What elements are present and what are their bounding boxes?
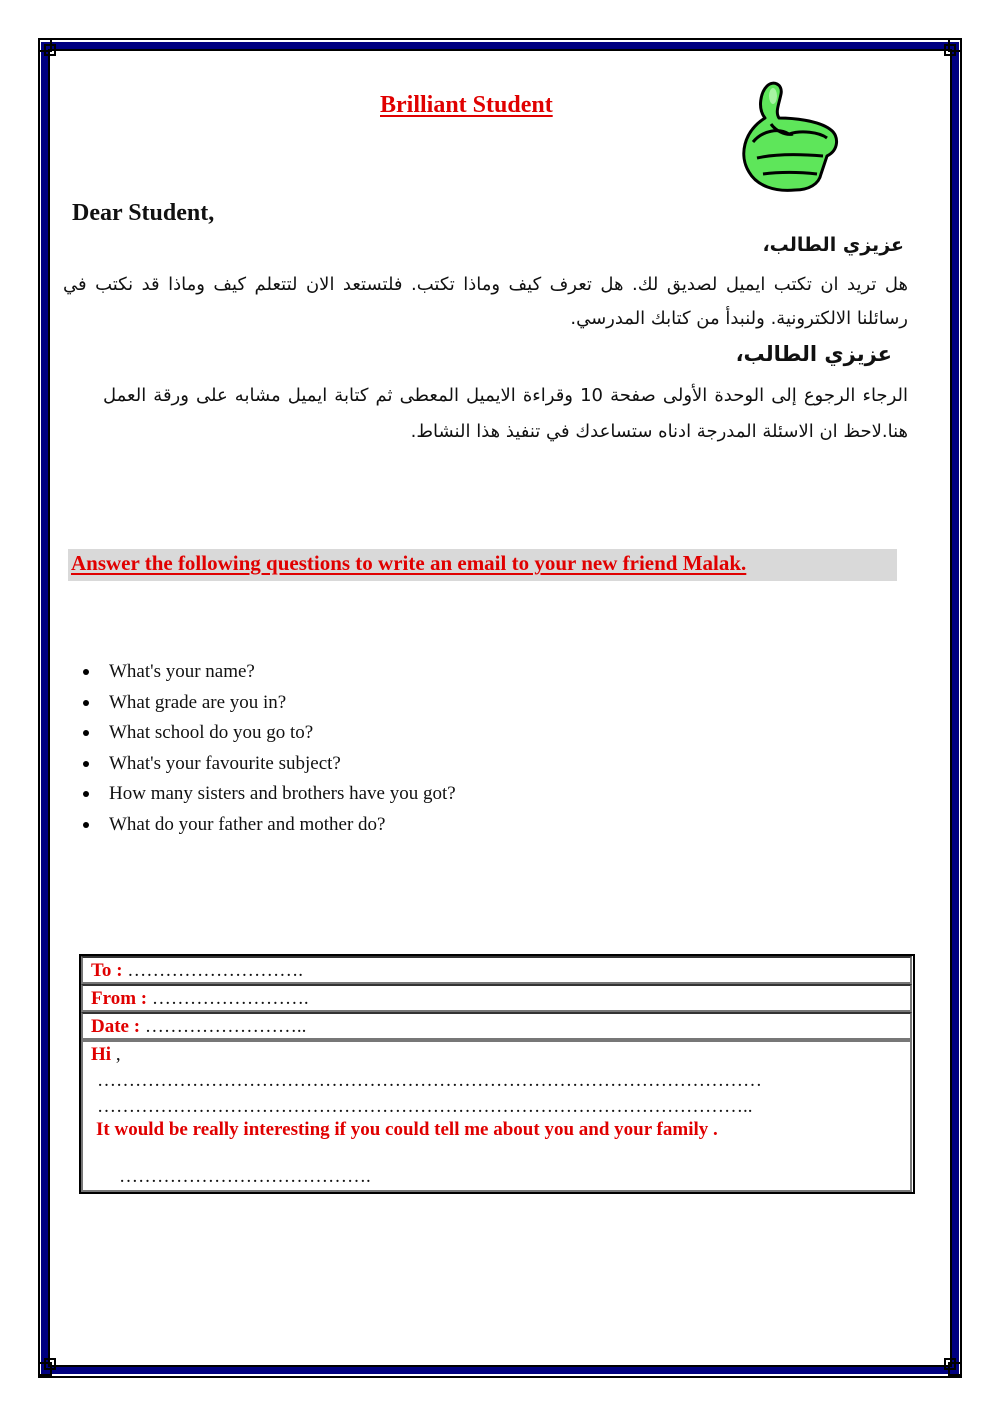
email-to-row[interactable]: To : ………………………. [81,956,912,984]
bullet-icon [83,700,89,706]
body-line-2[interactable]: ………………………………………………………………………………………….. [97,1096,753,1117]
bullet-icon [83,730,89,736]
instruction-text: Answer the following questions to write an email to your new friend Malak. [71,551,747,575]
corner-ornament-top-left-inner [44,44,56,56]
to-field[interactable]: ………………………. [127,960,304,981]
email-salutation [91,1044,121,1066]
arabic-greeting-1: عزيزي الطالب، [762,234,904,256]
question-item [80,749,456,780]
question-item [80,688,456,719]
arabic-paragraph-2: الرجاء الرجوع إلى الوحدة الأولى صفحة 10 وقراءة الايميل المعطى ثم كتابة ايميل مشابه على ورقة العمل هنا.لاحظ ان الاسئلة المدرجة ادناه ستساعدك في تنفيذ هذا النشاط. [103,385,908,442]
question-text: What school do you go to? [109,722,314,744]
greeting-heading: Dear Student, [72,200,215,226]
question-item [80,718,456,749]
bullet-icon [83,669,89,675]
from-field[interactable]: ……………………. [151,988,309,1009]
date-label: Date [91,1016,129,1037]
from-label: From [91,988,137,1009]
corner-ornament-bottom-right-inner [944,1358,956,1370]
corner-ornament-top-right-inner [944,44,956,56]
thumbs-up-icon [735,78,845,198]
arabic-greeting-2: عزيزي الطالب، [735,342,892,366]
question-item [80,657,456,688]
email-body[interactable] [81,1040,912,1192]
email-form [81,956,912,1192]
question-item [80,779,456,810]
question-text: What grade are you in? [109,691,287,713]
worksheet-title: Brilliant Student [380,92,553,118]
question-text: What's your name? [109,661,255,683]
arabic-paragraph-1: هل تريد ان تكتب ايميل لصديق لك. هل تعرف كيف وماذا تكتب. فلتستعد الان لتتعلم كيف وماذا قد نكتب في رسائلنا الالكترونية. ولنبدأ من كتابك المدرسي. [63,274,908,329]
question-text: What's your favourite subject? [109,752,341,774]
question-text: What do your father and mother do? [109,813,386,835]
hi-label: Hi [91,1044,112,1065]
body-line-1[interactable]: …………………………………………………………………………………………… [97,1070,762,1091]
hi-suffix: , [111,1044,121,1065]
bullet-icon [83,791,89,797]
bullet-icon [83,761,89,767]
email-from-row[interactable]: From : ……………………. [81,984,912,1012]
corner-ornament-bottom-left-inner [44,1358,56,1370]
question-text: How many sisters and brothers have you got? [109,783,456,805]
email-prompt: It would be really interesting if you could tell me about you and your family . [96,1119,718,1140]
question-list [80,657,456,840]
date-field[interactable]: …………………….. [144,1016,307,1037]
question-item [80,810,456,841]
bullet-icon [83,822,89,828]
email-date-row[interactable]: Date : …………………….. [81,1012,912,1040]
to-label: To [91,960,112,981]
closing-line[interactable]: …………………………………. [119,1166,371,1187]
